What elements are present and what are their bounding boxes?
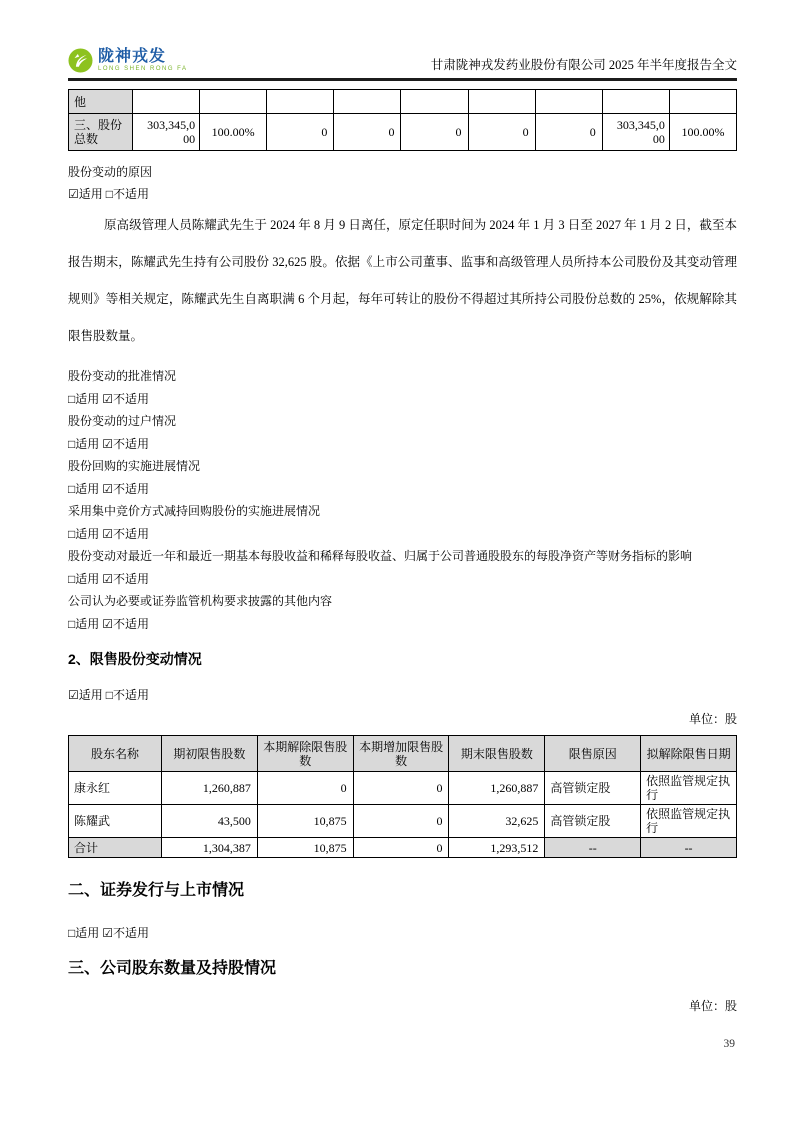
unit-label: 单位：股 [688,999,737,1013]
table-row [69,772,737,805]
table-cell: 303,345,000 [602,114,669,151]
brand-text [98,48,188,73]
table-row [69,805,737,838]
restricted-shares-table [68,735,737,858]
table-row-other [69,90,737,114]
table-cell: 0 [468,114,535,151]
table-cell: 100.00% [200,114,267,151]
table-cell [468,90,535,114]
status-item-title: 股份回购的实施进展情况 [68,459,201,473]
restricted-shares-heading: 2、限售股份变动情况 [68,651,202,667]
table-cell: 1,293,512 [449,838,545,858]
table-cell: 100.00% [669,114,736,151]
dove-logo-icon [68,48,93,73]
brand-name-cn: 陇神戎发 [98,48,167,65]
table-cell: 0 [535,114,602,151]
page-number: 39 [723,1038,735,1050]
status-item-title: 采用集中竞价方式减持回购股份的实施进展情况 [68,504,321,518]
page-header [68,48,737,81]
status-item-check: □适用 ☑不适用 [68,481,150,496]
brand-name-en: LONG SHEN RONG FA [98,66,188,72]
status-item-check: □适用 ☑不适用 [68,616,150,631]
table-cell: 10,875 [257,805,353,838]
table-cell: -- [545,838,641,858]
table-total-row [69,838,737,858]
section-three-heading: 三、公司股东数量及持股情况 [68,960,277,977]
table-cell: 0 [257,772,353,805]
table-cell [133,90,200,114]
table-cell: 0 [353,838,449,858]
status-item-check: □适用 ☑不适用 [68,391,150,406]
status-item-title: 股份变动的过户情况 [68,414,177,428]
table-cell: 0 [401,114,468,151]
column-header: 本期解除限售股数 [257,736,353,772]
table-cell: 1,304,387 [162,838,258,858]
reason-applicability-check: ☑适用 □不适用 [68,187,150,201]
table-cell: 0 [353,772,449,805]
section-two-check: □适用 ☑不适用 [68,926,150,940]
row-label-cell: 三、股份总数 [69,114,133,151]
column-header: 期初限售股数 [162,736,258,772]
table-cell [401,90,468,114]
table-cell [669,90,736,114]
table-cell: 依照监管规定执行 [641,805,737,838]
section-two-heading: 二、证券发行与上市情况 [68,882,245,899]
table-row-total-shares [69,114,737,151]
status-items-list [68,365,737,635]
reason-paragraph: 原高级管理人员陈耀武先生于 2024 年 8 月 9 日离任，原定任职时间为 2024 年 1 月 3 日至 2027 年 1 月 2 日，截至本报告期末，陈耀武先生持有公司股份 32,625 股。依据《上市公司董事、监事和高级管理人员所持本公司股份及其变动管理规则》等相关规定，陈耀武先生自离职满 6 个月起，每年可转让的股份不得超过其所持公司股份总数的 25%，依规解除其限售股数量。 [68,218,737,343]
table-cell [267,90,334,114]
share-structure-table [68,89,737,151]
column-header: 拟解除限售日期 [641,736,737,772]
shareholder-name-cell: 陈耀武 [69,805,162,838]
status-item-check: □适用 ☑不适用 [68,526,150,541]
table-cell: 高管锁定股 [545,805,641,838]
reason-title: 股份变动的原因 [68,165,153,179]
table-cell: 0 [353,805,449,838]
total-label-cell: 合计 [69,838,162,858]
company-logo [68,48,188,73]
table-cell: 0 [334,114,401,151]
column-header: 期末限售股数 [449,736,545,772]
table-cell [200,90,267,114]
table-cell: 1,260,887 [162,772,258,805]
document-title: 甘肃陇神戎发药业股份有限公司 2025 年半年度报告全文 [430,58,737,72]
table-cell: 高管锁定股 [545,772,641,805]
table-cell: 10,875 [257,838,353,858]
table-cell: -- [641,838,737,858]
status-item-title: 股份变动的批准情况 [68,369,177,383]
table-header-row [69,736,737,772]
table-cell: 43,500 [162,805,258,838]
status-item-title: 公司认为必要或证券监管机构要求披露的其他内容 [68,594,333,608]
status-item-check: □适用 ☑不适用 [68,571,150,586]
table-cell: 32,625 [449,805,545,838]
table-cell [602,90,669,114]
column-header: 股东名称 [69,736,162,772]
restricted-applicability-check: ☑适用 □不适用 [68,688,150,702]
status-item-check: □适用 ☑不适用 [68,436,150,451]
status-item-title: 股份变动对最近一年和最近一期基本每股收益和稀释每股收益、归属于公司普通股股东的每股净资产等财务指标的影响 [68,549,693,563]
table-cell: 0 [267,114,334,151]
unit-label: 单位：股 [688,712,737,726]
table-cell [334,90,401,114]
table-cell: 1,260,887 [449,772,545,805]
table-cell: 依照监管规定执行 [641,772,737,805]
table-cell [535,90,602,114]
row-label-cell: 他 [69,90,133,114]
column-header: 限售原因 [545,736,641,772]
shareholder-name-cell: 康永红 [69,772,162,805]
column-header: 本期增加限售股数 [353,736,449,772]
table-cell: 303,345,000 [133,114,200,151]
